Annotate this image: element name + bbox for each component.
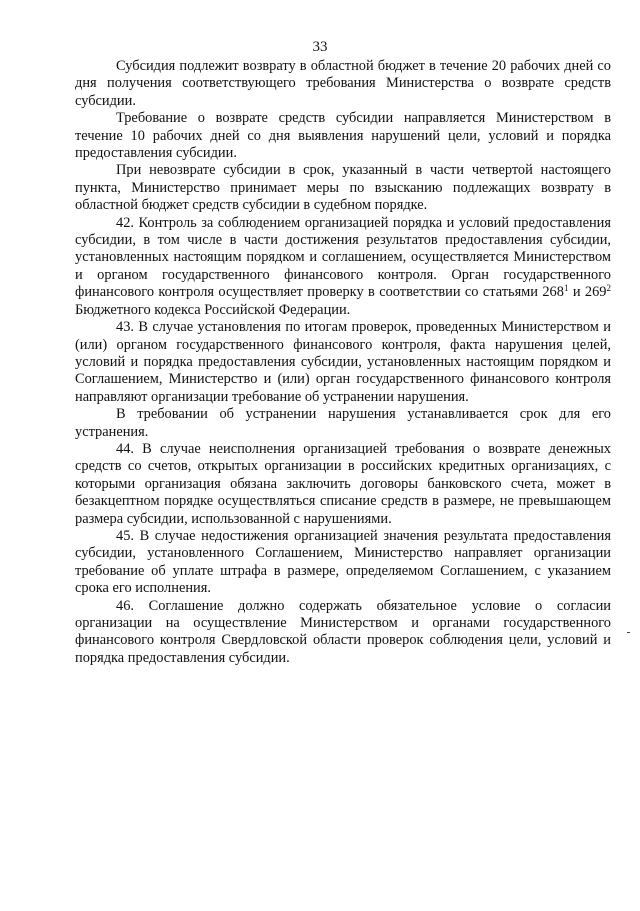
article-268-superscript: 1 xyxy=(563,283,569,294)
paragraph-43-violation: 43. В случае установления по итогам проверок, проведенных Министерством и (или) органом государственного финансового контроля, факта нарушения целей, условий и порядка предоставления субсидии, установленных настоящим порядком и Соглашением, Министерство и (или) орган государственного финансового контроля направляют организации требование об устранении нарушения. xyxy=(75,319,611,405)
paragraph-45-penalty: 45. В случае недостижения организацией значения результата предоставления субсидии, установленного Соглашением, Министерство направляет организации требование об уплате штрафа в размере, определяемом Соглашением, с указанием срока его исполнения. xyxy=(75,527,611,597)
budget-code-reference: Бюджетного кодекса Российской Федерации. xyxy=(75,301,351,318)
paragraph-refund-deadline: Субсидия подлежит возврату в областной бюджет в течение 20 рабочих дней со дня получения соответствующего требования Министерства о возврате средств субсидии. xyxy=(75,58,611,109)
document-body xyxy=(75,58,611,667)
paragraph-recovery-measures: При невозврате субсидии в срок, указанный в части четвертой настоящего пункта, Министерство принимает меры по взысканию подлежащих возврату в областной бюджет средств субсидии в судебном порядке. xyxy=(75,162,611,214)
paragraph-refund-request: Требование о возврате средств субсидии направляется Министерством в течение 10 рабочих дней со дня выявления нарушений цели, условий и порядка предоставления субсидии. xyxy=(75,110,611,162)
article-269-superscript: 2 xyxy=(606,283,611,294)
paragraph-42-control xyxy=(75,215,611,319)
scan-mark xyxy=(627,632,630,633)
paragraph-violation-deadline: В требовании об устранении нарушения устанавливается срок для его устранения. xyxy=(75,406,611,440)
article-269-text: и 269 xyxy=(568,284,607,301)
paragraph-44-writeoff: 44. В случае неисполнения организацией требования о возврате денежных средств со счетов, открытых организации в российских кредитных организациях, с которыми организация обязана заключить договоры банковского счета, может в безакцептном порядке осуществляться списание средств в размере, не превышающем размера субсидии, использованной с нарушениями. xyxy=(75,440,611,527)
page-number: 33 xyxy=(312,39,328,55)
paragraph-42-text: 42. Контроль за соблюдением организацией порядка и условий предоставления субсидии, в том числе в части достижения результатов предоставления субсидии, установленных настоящим порядком и соглашением, осуществляется Министерством и органом государственного финансового контроля. Орган государственного финансового контроля осуществляет проверку в соответствии со статьями 268 xyxy=(75,214,611,301)
paragraph-46-agreement: 46. Соглашение должно содержать обязательное условие о согласии организации на осуществление Министерством и органами государственного финансового контроля Свердловской области проверок соблюдения цели, условий и порядка предоставления субсидии. xyxy=(75,597,611,666)
